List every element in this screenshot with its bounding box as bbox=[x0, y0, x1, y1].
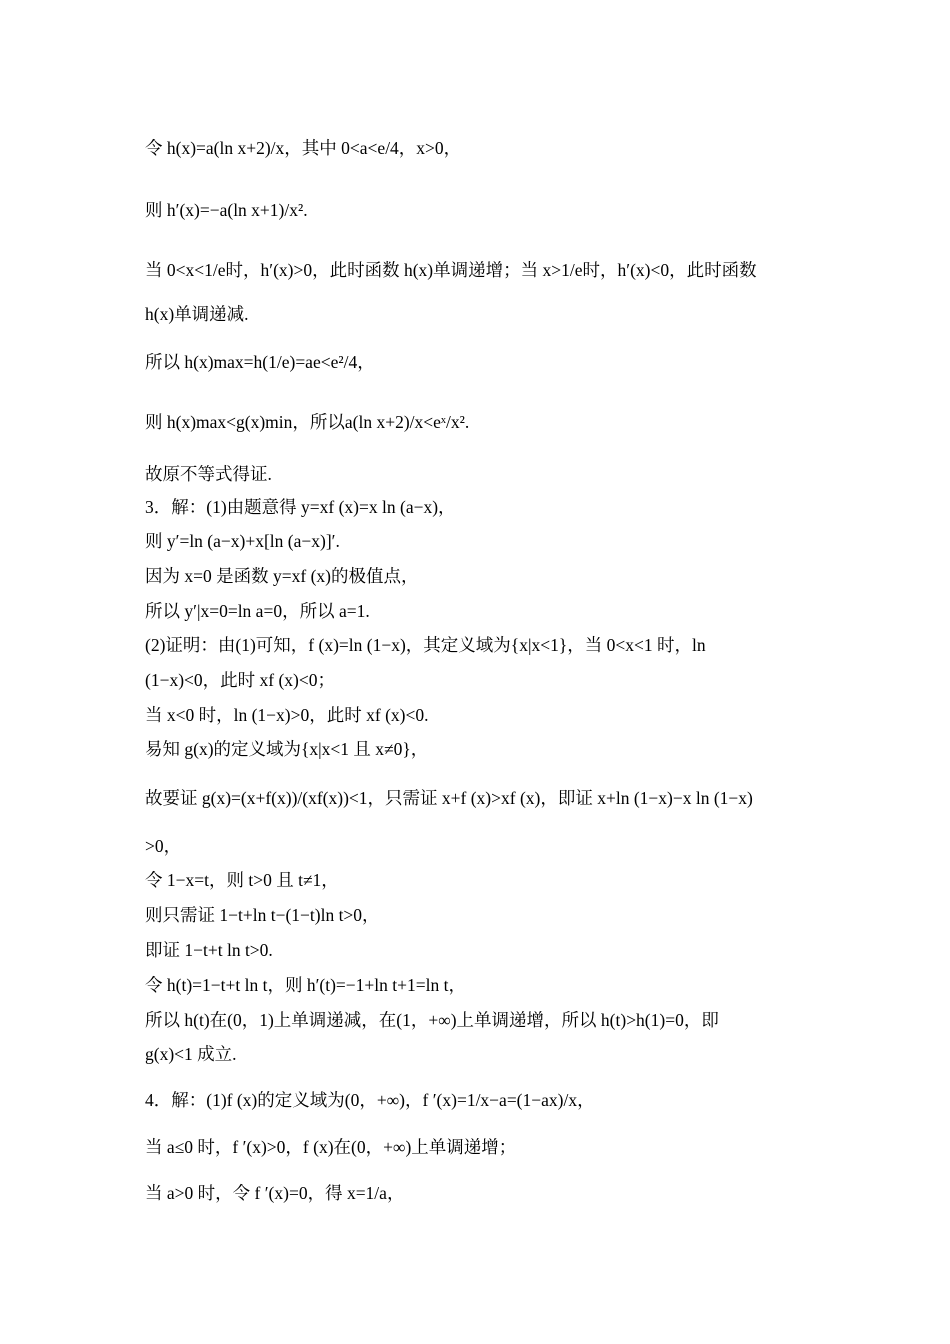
text-line: 易知 g(x)的定义域为{x|x<1 且 x≠0}， bbox=[145, 739, 429, 759]
text-line: 所以 h(x)max=h(1/e)=ae<e²/4， bbox=[145, 352, 375, 372]
text-line: 则 h′(x)=−a(ln x+1)/x². bbox=[145, 200, 308, 220]
text-line: 即证 1−t+t ln t>0. bbox=[145, 940, 273, 960]
text-line: (2)证明：由(1)可知，f (x)=ln (1−x)，其定义域为{x|x<1}，当 0<x<1 时，ln bbox=[145, 635, 706, 655]
text-line: 令 h(x)=a(ln x+2)/x，其中 0<a<e/4，x>0， bbox=[145, 138, 462, 158]
text-line: 令 h(t)=1−t+t ln t，则 h′(t)=−1+ln t+1=ln t， bbox=[145, 975, 466, 995]
text-line: 则只需证 1−t+ln t−(1−t)ln t>0， bbox=[145, 905, 380, 925]
text-line: 所以 h(t)在(0，1)上单调递减，在(1，+∞)上单调递增，所以 h(t)>h(1)=0，即 bbox=[145, 1010, 719, 1030]
text-line: 故要证 g(x)=(x+f(x))/(xf(x))<1，只需证 x+f (x)>xf (x)，即证 x+ln (1−x)−x ln (1−x) bbox=[145, 788, 753, 808]
text-line: 则 h(x)max<g(x)min，所以a(ln x+2)/x<eˣ/x². bbox=[145, 412, 470, 432]
text-line: h(x)单调递减. bbox=[145, 304, 249, 324]
text-line: 则 y′=ln (a−x)+x[ln (a−x)]′. bbox=[145, 531, 340, 551]
text-line: 令 1−x=t，则 t>0 且 t≠1， bbox=[145, 870, 339, 890]
text-line: 因为 x=0 是函数 y=xf (x)的极值点， bbox=[145, 566, 419, 586]
text-line: 当 0<x<1/e时，h′(x)>0，此时函数 h(x)单调递增；当 x>1/e时，h′(x)<0，此时函数 bbox=[145, 260, 757, 280]
text-line: 所以 y′|x=0=ln a=0，所以 a=1. bbox=[145, 601, 370, 621]
text-line: 4．解：(1)f (x)的定义域为(0，+∞)，f ′(x)=1/x−a=(1−ax)/x， bbox=[145, 1090, 595, 1110]
text-line: 故原不等式得证. bbox=[145, 464, 272, 484]
text-line: 当 x<0 时，ln (1−x)>0，此时 xf (x)<0. bbox=[145, 705, 429, 725]
text-line: 当 a≤0 时，f ′(x)>0，f (x)在(0，+∞)上单调递增； bbox=[145, 1137, 517, 1157]
text-line: 3．解：(1)由题意得 y=xf (x)=x ln (a−x)， bbox=[145, 497, 456, 517]
text-line: (1−x)<0，此时 xf (x)<0； bbox=[145, 670, 335, 690]
text-line: >0， bbox=[145, 836, 182, 856]
text-line: 当 a>0 时，令 f ′(x)=0，得 x=1/a， bbox=[145, 1183, 405, 1203]
text-line: g(x)<1 成立. bbox=[145, 1044, 237, 1064]
